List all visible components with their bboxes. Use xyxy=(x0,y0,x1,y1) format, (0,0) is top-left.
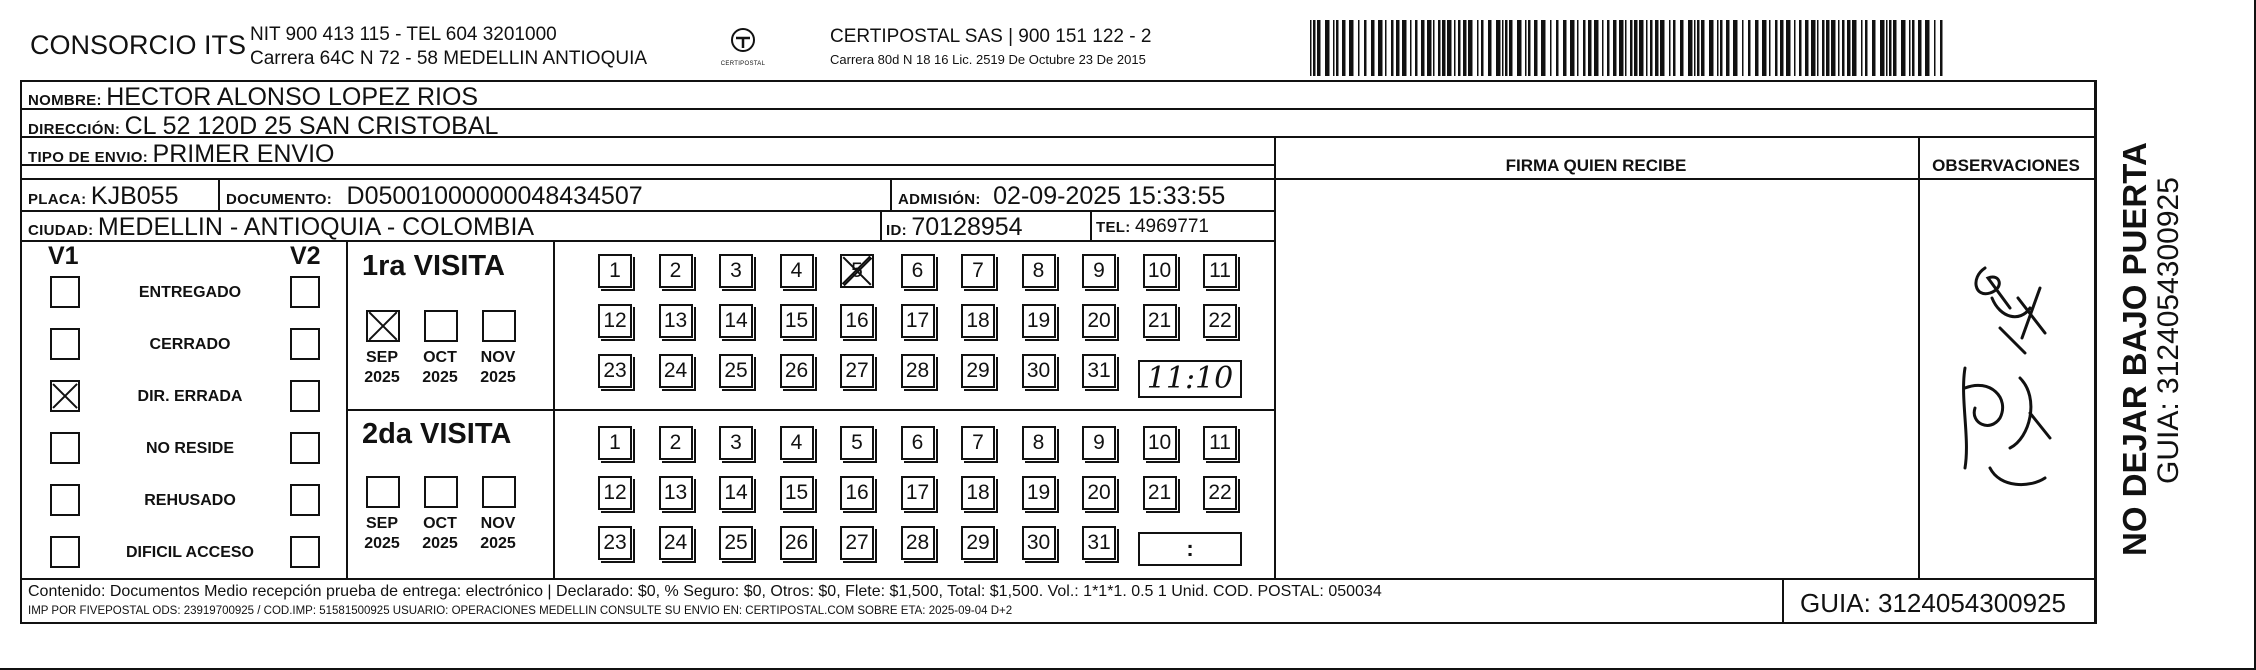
visit1-time: 11:10 xyxy=(1146,361,1234,396)
ciudad-row xyxy=(28,213,534,242)
status-label: NO RESIDE xyxy=(145,440,234,457)
visit2-day-cell[interactable]: 13 xyxy=(659,476,693,510)
visit1-day-cell[interactable]: 18 xyxy=(961,304,995,338)
v1-checkbox[interactable] xyxy=(50,432,80,464)
visit1-day-cell[interactable]: 5 xyxy=(840,254,874,288)
visit2-day-cell[interactable]: 25 xyxy=(719,526,753,560)
visit2-month-year: 2025 xyxy=(480,535,516,552)
status-label: ENTREGADO xyxy=(138,284,242,301)
visit1-day-cell[interactable]: 3 xyxy=(719,254,753,288)
visit2-day-cell[interactable]: 24 xyxy=(659,526,693,560)
visit1-month-label: OCT xyxy=(423,349,457,366)
tel-label: TEL: xyxy=(1096,219,1131,236)
visit1-month-label: NOV xyxy=(480,349,516,366)
nit-line: NIT 900 413 115 - TEL 604 3201000 xyxy=(250,24,557,45)
visit1-month-year: 2025 xyxy=(480,369,516,386)
visit1-day-cell[interactable]: 30 xyxy=(1022,354,1056,388)
visit1-month-year: 2025 xyxy=(422,369,458,386)
visit2-day-cell[interactable]: 4 xyxy=(780,426,814,460)
visit2-day-cell[interactable]: 16 xyxy=(840,476,874,510)
direccion-label: DIRECCIÓN: xyxy=(28,121,121,138)
visit2-day-cell[interactable]: 27 xyxy=(840,526,874,560)
visit2-day-cell[interactable]: 1 xyxy=(598,426,632,460)
v2-checkbox[interactable] xyxy=(290,380,320,412)
visit1-day-cell[interactable]: 8 xyxy=(1022,254,1056,288)
visit1-day-cell[interactable]: 1 xyxy=(598,254,632,288)
certipostal-logo xyxy=(718,26,768,72)
visit2-day-cell[interactable]: 18 xyxy=(961,476,995,510)
visit2-day-cell[interactable]: 9 xyxy=(1082,426,1116,460)
address-line: Carrera 64C N 72 - 58 MEDELLIN ANTIOQUIA xyxy=(250,48,648,69)
visit2-day-cell[interactable]: 17 xyxy=(901,476,935,510)
v1-header: V1 xyxy=(48,242,79,270)
visit1-title: 1ra VISITA xyxy=(362,250,505,282)
visit1-day-cell[interactable]: 7 xyxy=(961,254,995,288)
logo-caption: CERTIPOSTAL xyxy=(720,61,766,67)
id-label: ID: xyxy=(886,222,907,239)
visit2-month-label: OCT xyxy=(423,515,457,532)
visit1-month-checkbox[interactable] xyxy=(482,310,516,342)
direccion-value: CL 52 120D 25 SAN CRISTOBAL xyxy=(124,112,499,140)
visit2-month-label: SEP xyxy=(365,515,398,532)
v1-checkbox[interactable] xyxy=(50,276,80,308)
admision-label: ADMISIÓN: xyxy=(898,191,981,208)
signature xyxy=(1930,238,2080,528)
visit2-day-cell[interactable]: 6 xyxy=(901,426,935,460)
visit2-day-cell[interactable]: 8 xyxy=(1022,426,1056,460)
visit1-day-cell[interactable]: 4 xyxy=(780,254,814,288)
ciudad-label: CIUDAD: xyxy=(28,222,94,239)
tel-value: 4969771 xyxy=(1134,216,1209,237)
observaciones-label: OBSERVACIONES xyxy=(1932,156,2080,175)
visit1-day-cell[interactable]: 29 xyxy=(961,354,995,388)
visit2-day-cell[interactable]: 28 xyxy=(901,526,935,560)
v2-checkbox[interactable] xyxy=(290,328,320,360)
visit1-day-cell[interactable]: 23 xyxy=(598,354,632,388)
visit1-month-label: SEP xyxy=(365,349,398,366)
status-label: REHUSADO xyxy=(144,492,236,509)
ciudad-value: MEDELLIN - ANTIOQUIA - COLOMBIA xyxy=(97,213,535,241)
visit2-month-year: 2025 xyxy=(364,535,400,552)
v1-checkbox[interactable] xyxy=(50,380,80,412)
visit2-day-cell[interactable]: 22 xyxy=(1203,476,1237,510)
status-label: DIR. ERRADA xyxy=(137,388,243,405)
visit1-day-cell[interactable]: 2 xyxy=(659,254,693,288)
placa-row xyxy=(28,182,178,211)
visit1-day-cell[interactable]: 11 xyxy=(1203,254,1237,288)
visit2-month-label: NOV xyxy=(480,515,516,532)
firma-label: FIRMA QUIEN RECIBE xyxy=(1505,156,1687,175)
visit1-day-cell[interactable]: 21 xyxy=(1143,304,1177,338)
visit2-day-cell[interactable]: 29 xyxy=(961,526,995,560)
visit2-day-cell[interactable]: 12 xyxy=(598,476,632,510)
visit1-day-cell[interactable]: 25 xyxy=(719,354,753,388)
visit2-month-checkbox[interactable] xyxy=(482,476,516,508)
certipostal-logo-icon xyxy=(718,26,768,56)
visit1-time-box xyxy=(1138,360,1242,398)
nombre-label: NOMBRE: xyxy=(28,92,102,109)
visit2-month-checkbox[interactable] xyxy=(424,476,458,508)
visit1-day-cell[interactable]: 10 xyxy=(1143,254,1177,288)
visit1-day-cell[interactable]: 20 xyxy=(1082,304,1116,338)
id-value: 70128954 xyxy=(911,213,1023,241)
visit1-day-cell[interactable]: 31 xyxy=(1082,354,1116,388)
visit1-day-cell[interactable]: 24 xyxy=(659,354,693,388)
visit1-day-cell[interactable]: 22 xyxy=(1203,304,1237,338)
visit1-day-cell[interactable]: 16 xyxy=(840,304,874,338)
placa-label: PLACA: xyxy=(28,191,87,208)
footer-guia: GUIA: 3124054300925 xyxy=(1800,588,2066,618)
side-notice: NO DEJAR BAJO PUERTA xyxy=(2116,142,2153,556)
visit2-day-cell[interactable]: 20 xyxy=(1082,476,1116,510)
visit1-day-cell[interactable]: 13 xyxy=(659,304,693,338)
nombre-value: HECTOR ALONSO LOPEZ RIOS xyxy=(106,83,479,111)
visit2-day-cell[interactable]: 10 xyxy=(1143,426,1177,460)
company-name: CONSORCIO ITS xyxy=(30,30,247,60)
documento-label: DOCUMENTO: xyxy=(226,191,333,208)
status-label: DIFICIL ACCESO xyxy=(125,544,254,561)
visit2-title: 2da VISITA xyxy=(362,418,512,450)
v2-checkbox[interactable] xyxy=(290,484,320,516)
v1-checkbox[interactable] xyxy=(50,328,80,360)
status-label: CERRADO xyxy=(149,336,231,353)
visit1-month-checkbox[interactable] xyxy=(366,310,400,342)
nombre-row xyxy=(28,83,478,112)
visit1-day-cell[interactable]: 6 xyxy=(901,254,935,288)
id-row xyxy=(886,213,1023,242)
visit1-month-year: 2025 xyxy=(364,369,400,386)
visit2-month-year: 2025 xyxy=(422,535,458,552)
visit2-time: : xyxy=(1186,536,1194,561)
visit2-day-cell[interactable]: 23 xyxy=(598,526,632,560)
tipo-envio-label: TIPO DE ENVIO: xyxy=(28,149,149,166)
visit1-day-cell[interactable]: 15 xyxy=(780,304,814,338)
certipostal-line: CERTIPOSTAL SAS | 900 151 122 - 2 xyxy=(830,26,1152,47)
visit1-month-checkbox[interactable] xyxy=(424,310,458,342)
footer-line1: Contenido: Documentos Medio recepción prueba de entrega: electrónico | Declarado: $0, % Seguro: $0, Otros: $0, Flete: $1,500, Total: $1,500. Vol.: 1*1*1. 0.5 1 Unid. COD. POSTAL: 050034 xyxy=(28,583,1382,600)
admision-row xyxy=(898,182,1225,211)
tipo-envio-row xyxy=(28,140,335,169)
documento-row xyxy=(226,182,643,211)
documento-value: D05001000000048434507 xyxy=(346,182,643,210)
visit1-day-cell[interactable]: 26 xyxy=(780,354,814,388)
visit2-day-cell[interactable]: 31 xyxy=(1082,526,1116,560)
v1-checkbox[interactable] xyxy=(50,536,80,568)
v2-checkbox[interactable] xyxy=(290,536,320,568)
visit1-day-cell[interactable]: 27 xyxy=(840,354,874,388)
v2-checkbox[interactable] xyxy=(290,432,320,464)
visit2-day-cell[interactable]: 21 xyxy=(1143,476,1177,510)
tipo-envio-value: PRIMER ENVIO xyxy=(152,140,335,168)
visit1-day-cell[interactable]: 14 xyxy=(719,304,753,338)
tel-row xyxy=(1096,216,1209,238)
visit2-day-cell[interactable]: 7 xyxy=(961,426,995,460)
v1-checkbox[interactable] xyxy=(50,484,80,516)
barcode xyxy=(1310,20,1950,76)
visit2-day-cell[interactable]: 19 xyxy=(1022,476,1056,510)
side-guia: GUIA: 3124054300925 xyxy=(2152,177,2185,484)
v2-header: V2 xyxy=(290,242,321,270)
direccion-row xyxy=(28,112,498,141)
visit2-day-cell[interactable]: 30 xyxy=(1022,526,1056,560)
visit2-time-box xyxy=(1138,532,1242,566)
visit2-day-cell[interactable]: 11 xyxy=(1203,426,1237,460)
visit1-day-cell[interactable]: 19 xyxy=(1022,304,1056,338)
visit2-day-cell[interactable]: 14 xyxy=(719,476,753,510)
visit2-day-cell[interactable]: 2 xyxy=(659,426,693,460)
visit1-day-cell[interactable]: 28 xyxy=(901,354,935,388)
placa-value: KJB055 xyxy=(90,182,179,210)
visit1-day-cell[interactable]: 9 xyxy=(1082,254,1116,288)
visit2-day-cell[interactable]: 26 xyxy=(780,526,814,560)
v2-checkbox[interactable] xyxy=(290,276,320,308)
footer-line2: IMP POR FIVEPOSTAL ODS: 23919700925 / COD.IMP: 51581500925 USUARIO: OPERACIONES MEDELLIN CONSULTE SU ENVIO EN: CERTIPOSTAL.COM SOBRE ETA: 2025-09-04 D+2 xyxy=(28,605,1013,617)
visit1-day-cell[interactable]: 17 xyxy=(901,304,935,338)
admision-value: 02-09-2025 15:33:55 xyxy=(993,182,1226,210)
visit2-day-cell[interactable]: 3 xyxy=(719,426,753,460)
visit2-day-cell[interactable]: 5 xyxy=(840,426,874,460)
visit2-day-cell[interactable]: 15 xyxy=(780,476,814,510)
visit2-month-checkbox[interactable] xyxy=(366,476,400,508)
visit1-day-cell[interactable]: 12 xyxy=(598,304,632,338)
license-line: Carrera 80d N 18 16 Lic. 2519 De Octubre 23 De 2015 xyxy=(830,52,1146,67)
